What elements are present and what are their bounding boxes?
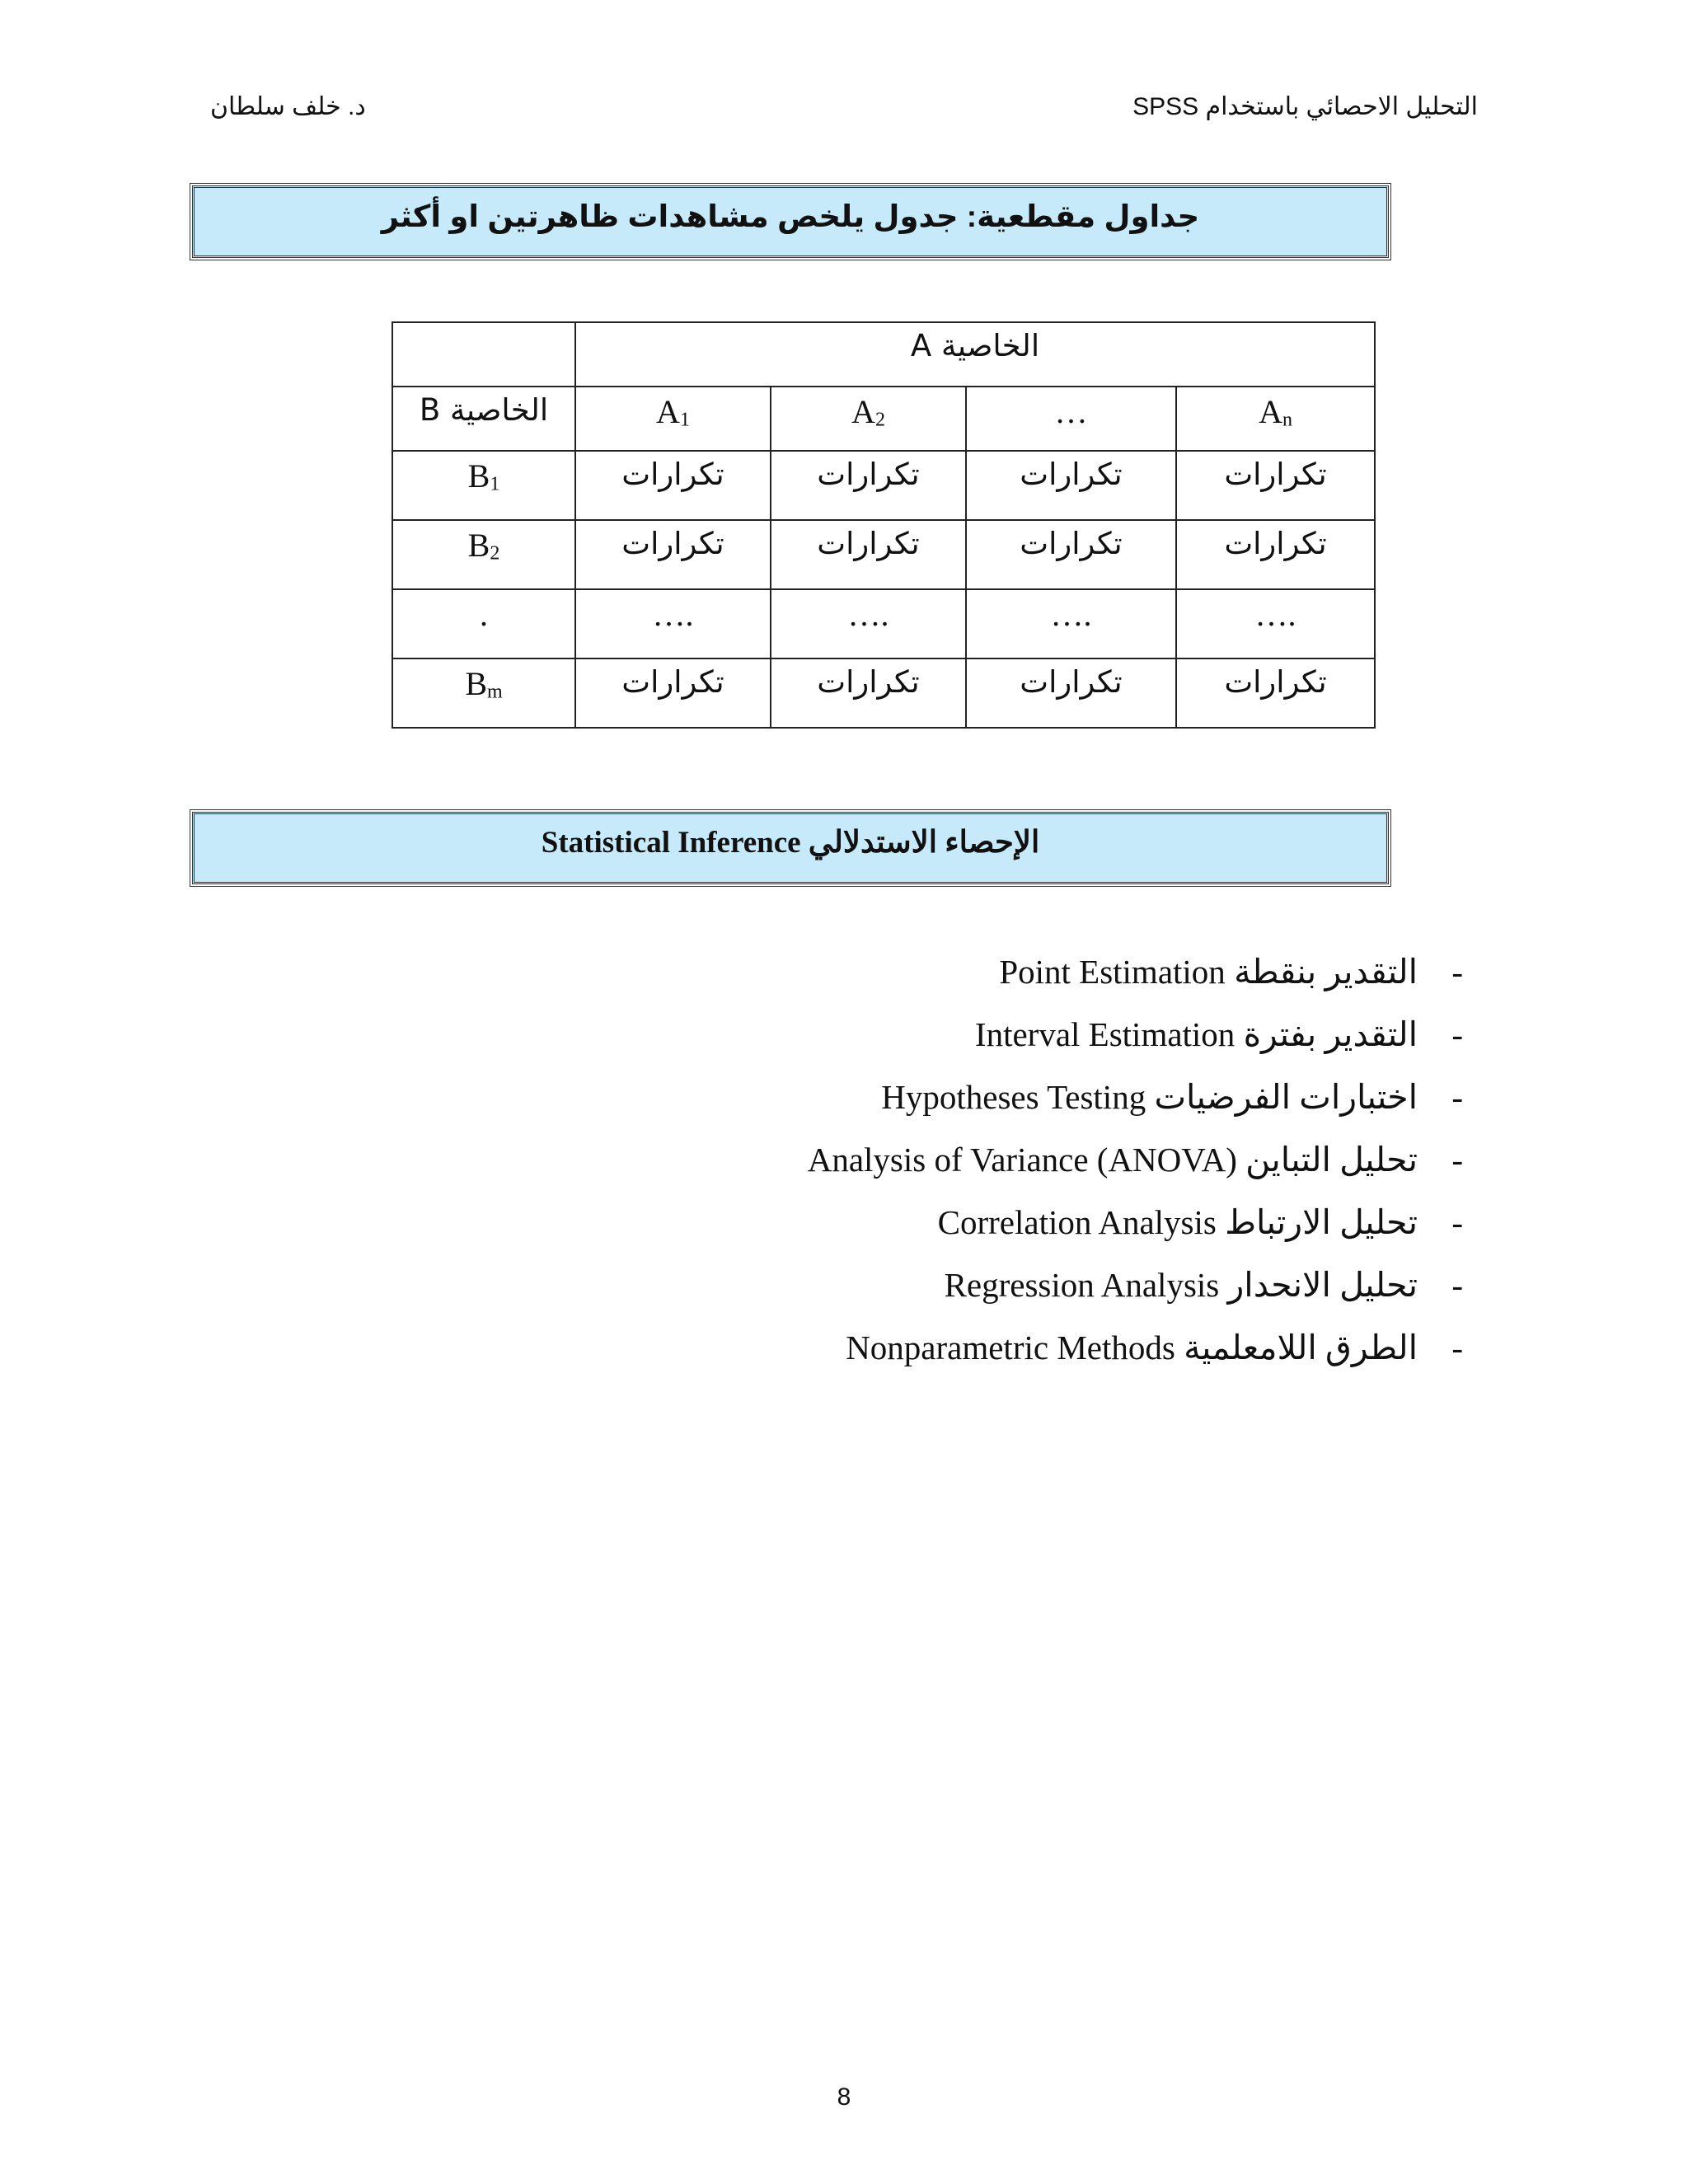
col-header-cell: $A_1$ xyxy=(575,387,771,451)
col-header-cell: $A_n$ xyxy=(1176,387,1375,451)
table-cell: تكرارات xyxy=(771,451,966,520)
col-header-cell: $A_2$ xyxy=(771,387,966,451)
bullet-dash: - xyxy=(1451,953,1463,991)
table-cell: …. xyxy=(575,589,771,658)
table-row xyxy=(392,589,1375,658)
header-title: التحليل الاحصائي باستخدام SPSS xyxy=(1132,93,1478,120)
table-cell: تكرارات xyxy=(1176,520,1375,589)
bullet-dash: - xyxy=(1451,1329,1463,1366)
table-cell: …. xyxy=(966,589,1176,658)
list-item: - التقدير بفترة Interval Estimation xyxy=(808,1010,1418,1073)
crosstab-table xyxy=(392,321,1376,729)
table-cell: تكرارات xyxy=(966,520,1176,589)
table-cell: تكرارات xyxy=(575,520,771,589)
col-attribute-cell: الخاصية A xyxy=(575,322,1375,387)
page-number: 8 xyxy=(837,2083,851,2111)
table-cell: تكرارات xyxy=(966,451,1176,520)
table-cell: تكرارات xyxy=(1176,451,1375,520)
table-cell: …. xyxy=(771,589,966,658)
table-corner-cell xyxy=(392,322,575,387)
list-item: - تحليل الانحدار Regression Analysis xyxy=(808,1261,1418,1324)
row-header-cell: $B_1$ xyxy=(392,451,575,520)
table-cell: …. xyxy=(1176,589,1375,658)
list-item: - التقدير بنقطة Point Estimation xyxy=(808,948,1418,1010)
row-attribute-cell: الخاصية B xyxy=(392,387,575,451)
table-row xyxy=(392,520,1375,589)
table-cell: تكرارات xyxy=(771,658,966,728)
bullet-dash: - xyxy=(1451,1015,1463,1053)
header-author: د. خلف سلطان xyxy=(210,93,366,120)
inference-methods-list xyxy=(807,948,1463,1386)
section-heading-crosstab xyxy=(192,185,1389,258)
table-cell: تكرارات xyxy=(575,451,771,520)
row-header-cell: $B_m$ xyxy=(392,658,575,728)
table-cell: تكرارات xyxy=(1176,658,1375,728)
row-header-cell: $B_2$ xyxy=(392,520,575,589)
list-item: - تحليل الارتباط Correlation Analysis xyxy=(808,1198,1418,1261)
bullet-dash: - xyxy=(1451,1266,1463,1304)
bullet-dash: - xyxy=(1451,1141,1463,1179)
table-row xyxy=(392,658,1375,728)
list-item: - اختبارات الفرضيات Hypotheses Testing xyxy=(808,1073,1418,1136)
table-row xyxy=(392,451,1375,520)
bullet-dash: - xyxy=(1451,1203,1463,1241)
table-cell: تكرارات xyxy=(575,658,771,728)
section-heading-inference-text: الإحصاء الاستدلالي Statistical Inference xyxy=(541,826,1040,860)
table-row xyxy=(392,387,1375,451)
list-item: - تحليل التباين Analysis of Variance (ANOVA) xyxy=(808,1136,1418,1198)
col-header-cell: … xyxy=(966,387,1176,451)
section-heading-inference xyxy=(192,812,1389,884)
list-item: - الطرق اللامعلمية Nonparametric Methods xyxy=(808,1324,1418,1386)
table-row xyxy=(392,322,1375,387)
row-header-cell: . xyxy=(392,589,575,658)
bullet-dash: - xyxy=(1451,1078,1463,1116)
table-cell: تكرارات xyxy=(966,658,1176,728)
section-heading-crosstab-text: جداول مقطعية: جدول يلخص مشاهدات ظاهرتين او أكثر xyxy=(381,199,1200,233)
table-cell: تكرارات xyxy=(771,520,966,589)
